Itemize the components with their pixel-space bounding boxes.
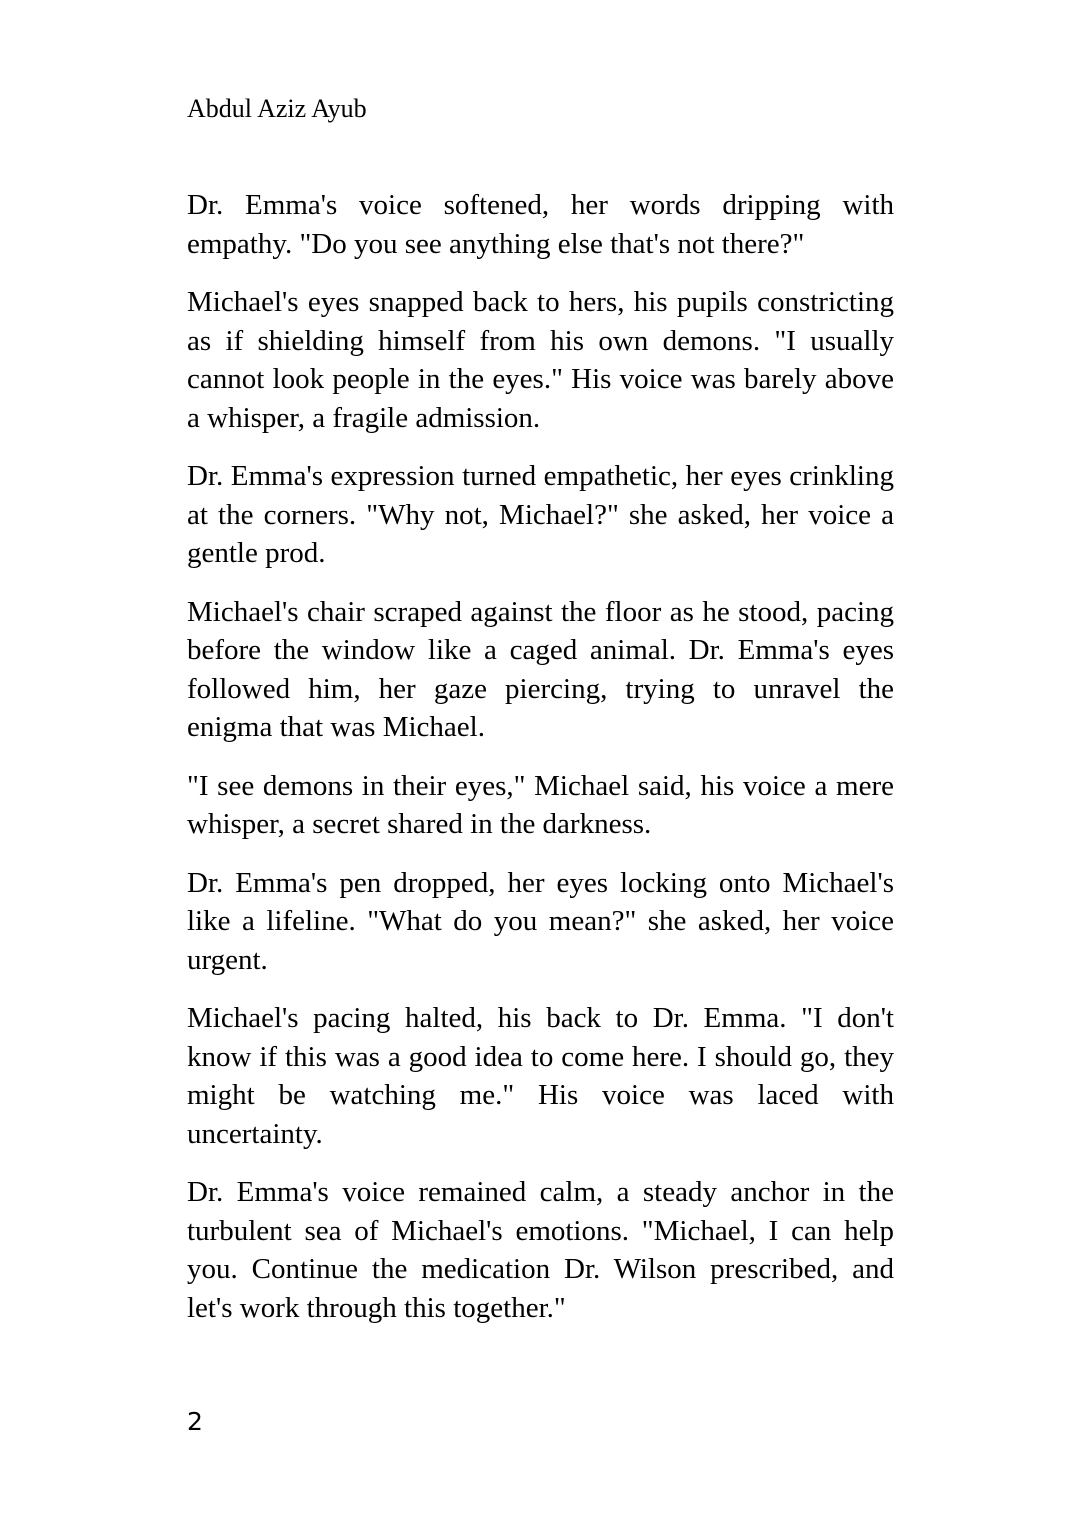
paragraph: "I see demons in their eyes," Michael said, his voice a mere whisper, a secret shared in the darkness. [187, 769, 894, 840]
paragraph: Dr. Emma's pen dropped, her eyes locking onto Michael's like a lifeline. "What do you mean?" she asked, her voice urgent. [187, 866, 894, 976]
paragraph: Dr. Emma's voice remained calm, a steady anchor in the turbulent sea of Michael's emotions. "Michael, I can help you. Continue the medication Dr. Wilson prescribed, and let's work through this together." [187, 1176, 894, 1324]
paragraph: Michael's eyes snapped back to hers, his pupils constricting as if shielding himself from his own demons. "I usually cannot look people in the eyes." His voice was barely above a whisper, a fragile admission. [187, 286, 894, 434]
running-head-author: Abdul Aziz Ayub [187, 94, 367, 123]
body-text [187, 186, 894, 1347]
paragraph: Michael's chair scraped against the floor as he stood, pacing before the window like a caged animal. Dr. Emma's eyes followed him, her gaze piercing, trying to unravel the enigma that was Michael. [187, 595, 894, 743]
paragraph: Dr. Emma's voice softened, her words dripping with empathy. "Do you see anything else that's not there?" [187, 189, 894, 260]
page-number: 2 [187, 1407, 203, 1436]
paragraph: Michael's pacing halted, his back to Dr. Emma. "I don't know if this was a good idea to come here. I should go, they might be watching me." His voice was laced with uncertainty. [187, 1002, 894, 1150]
paragraph: Dr. Emma's expression turned empathetic, her eyes crinkling at the corners. "Why not, Michael?" she asked, her voice a gentle prod. [187, 460, 894, 569]
